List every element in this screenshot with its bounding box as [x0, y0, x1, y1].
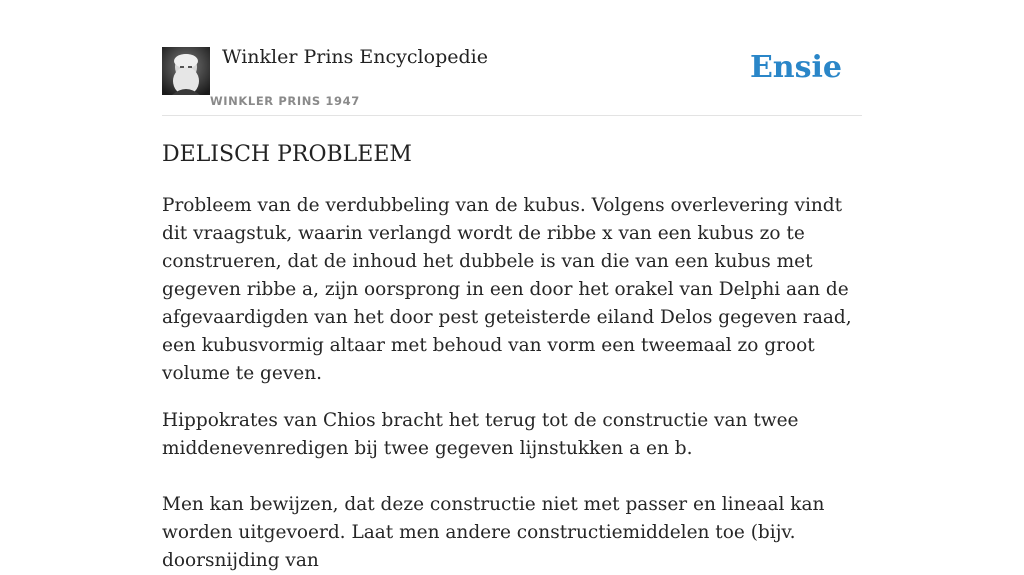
brand-logo[interactable]: Ensie — [749, 50, 842, 85]
header — [162, 46, 862, 116]
source-subtitle[interactable]: WINKLER PRINS 1947 — [210, 94, 360, 108]
article-paragraph: Hippokrates van Chios bracht het terug tot de constructie van twee middenevenredigen bij twee gegeven lijnstukken a en b. — [162, 410, 799, 459]
article — [162, 140, 862, 575]
article-title: DELISCH PROBLEEM — [162, 142, 412, 167]
source-title[interactable]: Winkler Prins Encyclopedie — [222, 46, 488, 68]
article-paragraph: Probleem van de verdubbeling van de kubus. Volgens overlevering vindt dit vraagstuk, waarin verlangd wordt de ribbe x van een kubus zo te construeren, dat de inhoud het dubbele is van die van een kubus met gegeven ribbe a, zijn oorsprong in een door het orakel van Delphi aan de afgevaardigden van het door pest geteisterde eiland Delos gegeven raad, een kubusvormig altaar met behoud van vorm een tweemaal zo groot volume te geven. — [162, 195, 852, 384]
article-paragraph: Men kan bewijzen, dat deze constructie niet met passer en lineaal kan worden uitgevoerd. Laat men andere constructiemiddelen toe (bijv. doorsnijding van — [162, 494, 825, 571]
portrait-avatar-icon — [162, 47, 210, 95]
avatar[interactable] — [162, 47, 210, 95]
